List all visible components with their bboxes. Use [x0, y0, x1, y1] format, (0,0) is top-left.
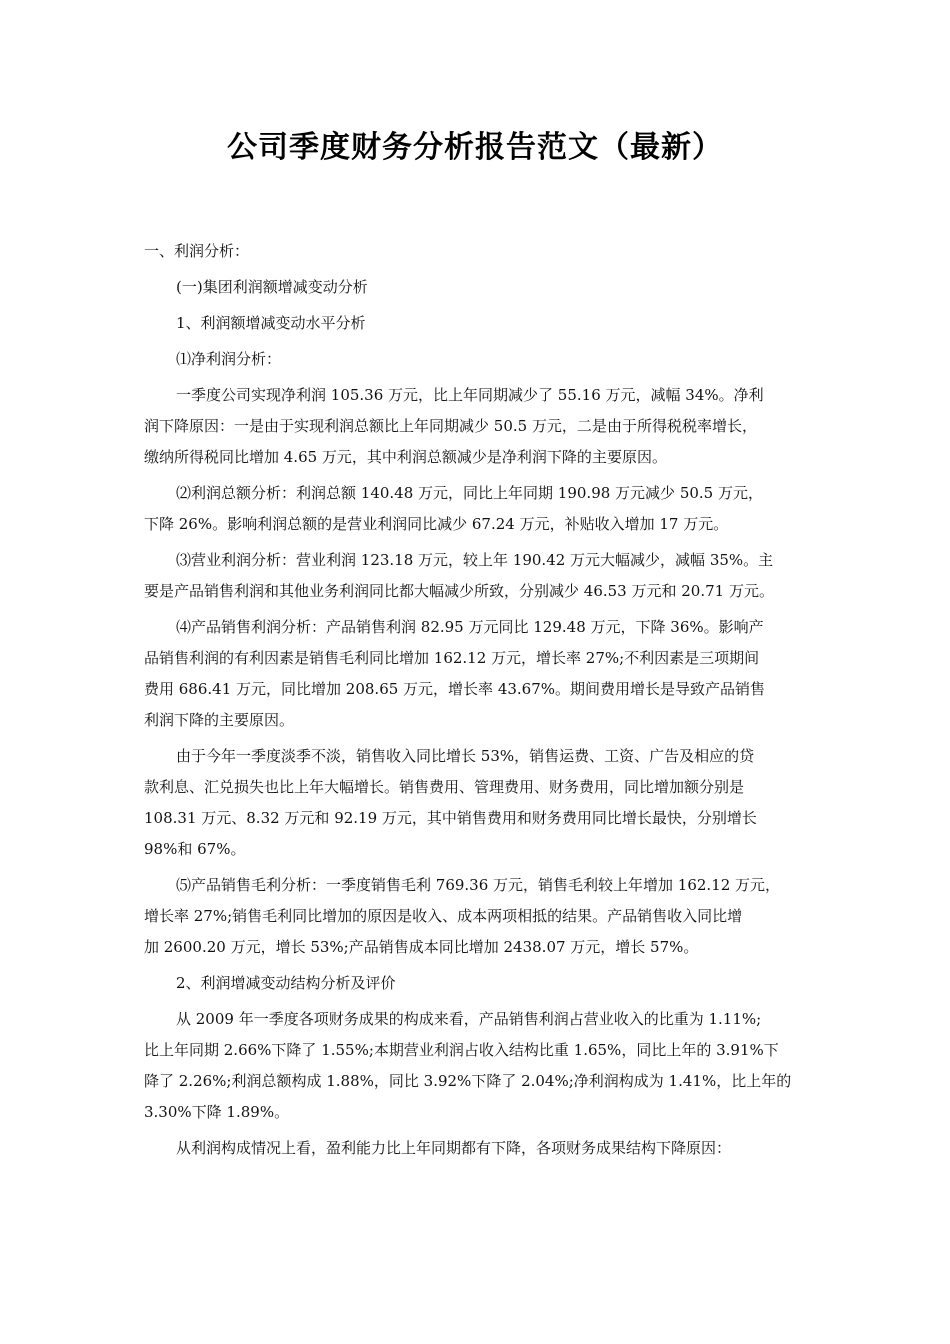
paragraph-profitability-decline	[144, 1133, 806, 1164]
paragraph-total-profit	[144, 478, 806, 540]
paragraph-line: 缴纳所得税同比增加 4.65 万元，其中利润总额减少是净利润下降的主要原因。	[144, 448, 667, 466]
paragraph-line: ⑵利润总额分析：利润总额 140.48 万元，同比上年同期 190.98 万元减少 50.5 万元，	[176, 484, 763, 502]
paragraph-line: 一季度公司实现净利润 105.36 万元，比上年同期减少了 55.16 万元，减幅 34%。净利	[176, 386, 764, 404]
section-heading-profit-analysis: 一、利润分析：	[144, 242, 250, 260]
paragraph-line: 从利润构成情况上看，盈利能力比上年同期都有下降，各项财务成果结构下降原因：	[176, 1139, 732, 1157]
paragraph-product-sales-profit	[144, 612, 806, 736]
paragraph-line: ⑶营业利润分析：营业利润 123.18 万元，较上年 190.42 万元大幅减少，减幅 35%。主	[176, 551, 774, 569]
paragraph-gross-profit	[144, 870, 806, 963]
paragraph-line: 下降 26%。影响利润总额的是营业利润同比减少 67.24 万元，补贴收入增加 17 万元。	[144, 515, 729, 533]
document-title: 公司季度财务分析报告范文（最新）	[227, 130, 723, 165]
paragraph-line: 利润下降的主要原因。	[144, 711, 295, 729]
paragraph-line: 由于今年一季度淡季不淡，销售收入同比增长 53%，销售运费、工资、广告及相应的贷	[176, 747, 755, 765]
paragraph-line: 加 2600.20 万元，增长 53%;产品销售成本同比增加 2438.07 万元，增长 57%。	[144, 938, 699, 956]
paragraph-line: 比上年同期 2.66%下降了 1.55%;本期营业利润占收入结构比重 1.65%，同比上年的 3.91%下	[144, 1041, 779, 1059]
subsection-heading-profit-structure: 2、利润增减变动结构分析及评价	[176, 974, 396, 992]
document-body	[144, 236, 806, 1169]
paragraph-line: 降了 2.26%;利润总额构成 1.88%，同比 3.92%下降了 2.04%;净利润构成为 1.41%，比上年的	[144, 1072, 792, 1090]
paragraph-profit-structure	[144, 1004, 806, 1128]
paragraph-line: 108.31 万元、8.32 万元和 92.19 万元，其中销售费用和财务费用同比增长最快，分别增长	[144, 809, 757, 827]
subsection-heading-group-profit-change: (一)集团利润额增减变动分析	[176, 278, 368, 296]
paragraph-line: 从 2009 年一季度各项财务成果的构成来看，产品销售利润占营业收入的比重为 1.11%;	[176, 1010, 762, 1028]
paragraph-line: 润下降原因：一是由于实现利润总额比上年同期减少 50.5 万元，二是由于所得税税率增长，	[144, 417, 757, 435]
paragraph-net-profit	[144, 380, 806, 473]
paragraph-operating-profit	[144, 545, 806, 607]
paragraph-line: ⑸产品销售毛利分析：一季度销售毛利 769.36 万元，销售毛利较上年增加 162.12 万元，	[176, 876, 781, 894]
paragraph-line: 款利息、汇兑损失也比上年大幅增长。销售费用、管理费用、财务费用，同比增加额分别是	[144, 778, 745, 796]
paragraph-line: 品销售利润的有利因素是销售毛利同比增加 162.12 万元，增长率 27%;不利因素是三项期间	[144, 649, 760, 667]
paragraph-line: 要是产品销售利润和其他业务利润同比都大幅减少所致，分别减少 46.53 万元和 20.71 万元。	[144, 582, 774, 600]
paragraph-line: 98%和 67%。	[144, 840, 246, 858]
paragraph-line: ⑷产品销售利润分析：产品销售利润 82.95 万元同比 129.48 万元，下降 36%。影响产	[176, 618, 764, 636]
paragraph-line: 3.30%下降 1.89%。	[144, 1103, 290, 1121]
item-heading-net-profit: ⑴净利润分析：	[176, 350, 282, 368]
paragraph-line: 增长率 27%;销售毛利同比增加的原因是收入、成本两项相抵的结果。产品销售收入同比增	[144, 907, 743, 925]
subsection-heading-profit-level-analysis: 1、利润额增减变动水平分析	[176, 314, 366, 332]
paragraph-expense-growth	[144, 741, 806, 865]
paragraph-line: 费用 686.41 万元，同比增加 208.65 万元，增长率 43.67%。期间费用增长是导致产品销售	[144, 680, 766, 698]
